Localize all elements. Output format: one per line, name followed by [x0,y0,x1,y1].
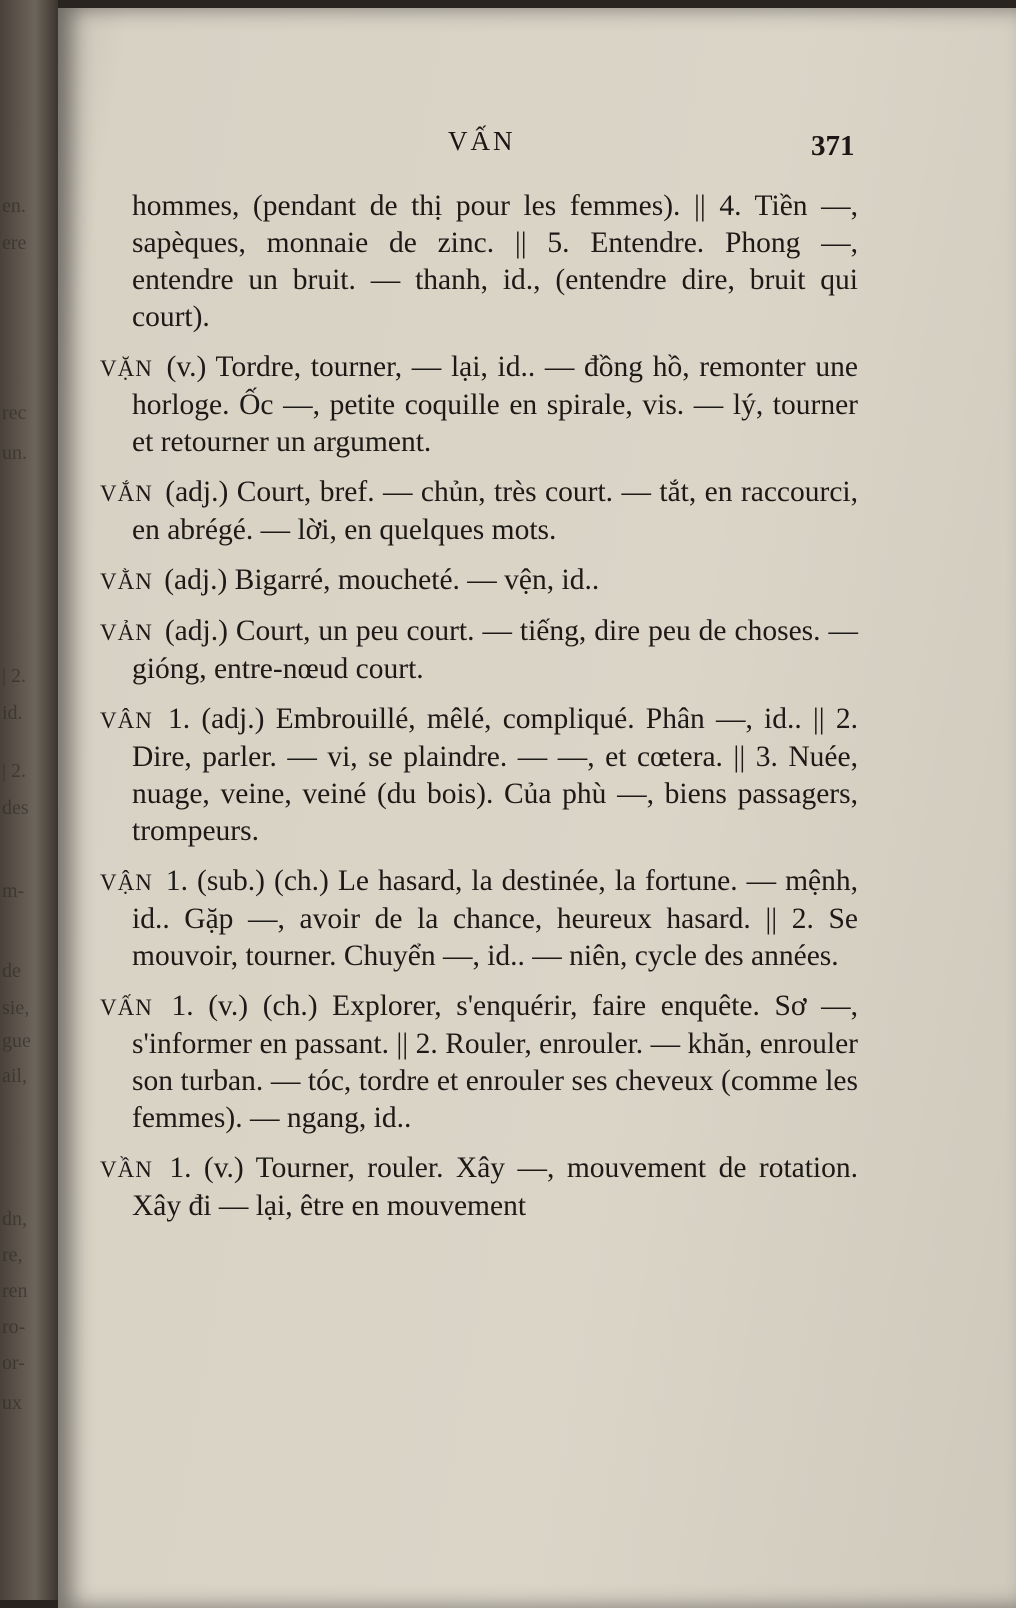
entry-headword: VÂN [100,708,153,733]
margin-fragment: sie, [2,997,30,1019]
entry-headword: VẶN [100,356,153,381]
dictionary-entry [100,701,858,850]
entry-text: 1. (adj.) Embrouillé, mêlé, compliqué. Phân —, id.. || 2. Dire, parler. — vi, se plaindre. — —, et cœtera. || 3. Nuée, nuage, veine, veiné (du bois). Của phù —, biens passagers, trompeurs. [132,703,859,847]
margin-fragment: dn, [2,1208,27,1230]
margin-fragment: rec [2,402,27,424]
entry-text: hommes, (pendant de thị pour les femmes). || 4. Tiền —, sapèques, monnaie de zinc. || 5. Entendre. Phong —, entendre un bruit. — thanh, id., (entendre dire, bruit qui court). [132,190,858,333]
margin-fragment: ail, [2,1065,27,1087]
book-page [58,8,1016,1608]
dictionary-text [100,188,858,1238]
entry-headword: VẮN [100,481,153,506]
entry-text: (adj.) Court, bref. — chủn, très court. — tắt, en raccourci, en abrégé. — lời, en quelques mots. [132,476,858,546]
page-number: 371 [811,130,855,162]
entry-text: 1. (v.) Tourner, rouler. Xây —, mouvement de rotation. Xây đi — lại, être en mouvement [132,1152,859,1222]
margin-fragment: des [2,797,29,819]
margin-fragment: | 2. [2,665,27,687]
margin-fragment: gue [2,1030,31,1052]
previous-page-edge [0,0,58,1600]
margin-fragment: ux [2,1392,22,1414]
dictionary-entry [100,562,858,600]
entry-headword: VẤN [100,995,153,1020]
running-head: VẤN [448,126,516,156]
margin-fragment: | 2. [2,760,27,782]
margin-fragment: id. [2,702,23,724]
margin-fragment: ro- [2,1316,26,1338]
margin-fragment: en. [2,195,26,217]
entry-headword: VẢN [100,620,153,645]
entry-text: (adj.) Bigarré, moucheté. — vện, id.. [164,564,600,596]
margin-fragment: ere [2,232,27,254]
margin-fragment: or- [2,1352,25,1374]
dictionary-entry [100,349,858,461]
margin-fragment: de [2,960,21,982]
dictionary-entry [100,988,858,1137]
dictionary-entry [100,474,858,549]
margin-fragment: un. [2,442,27,464]
dictionary-entry [100,188,858,336]
dictionary-entry [100,863,858,975]
dictionary-entry [100,613,858,688]
entry-text: 1. (v.) (ch.) Explorer, s'enquérir, faire enquête. Sơ —, s'informer en passant. || 2. Rouler, enrouler. — khăn, enrouler son turban. — tóc, tordre et enrouler ses cheveux (comme les femmes). — ngang, id.. [132,990,858,1134]
entry-text: (adj.) Court, un peu court. — tiếng, dire peu de choses. — gióng, entre-nœud court. [132,615,858,685]
dictionary-entry [100,1150,858,1225]
entry-headword: VẰN [100,569,153,594]
margin-fragment: m- [2,880,25,902]
entry-headword: VẦN [100,1157,153,1182]
page-header [58,126,1016,166]
entry-headword: VẬN [100,870,153,895]
entry-text: 1. (sub.) (ch.) Le hasard, la destinée, la fortune. — mệnh, id.. Gặp —, avoir de la chance, heureux hasard. || 2. Se mouvoir, tourner. Chuyển —, id.. — niên, cycle des années. [132,865,859,972]
margin-fragment: re, [2,1244,23,1266]
entry-text: (v.) Tordre, tourner, — lại, id.. — đồng hồ, remonter une horloge. Ốc —, petite coquille en spirale, vis. — lý, tourner et retourner un argument. [132,351,858,458]
margin-fragment: ren [2,1280,28,1302]
